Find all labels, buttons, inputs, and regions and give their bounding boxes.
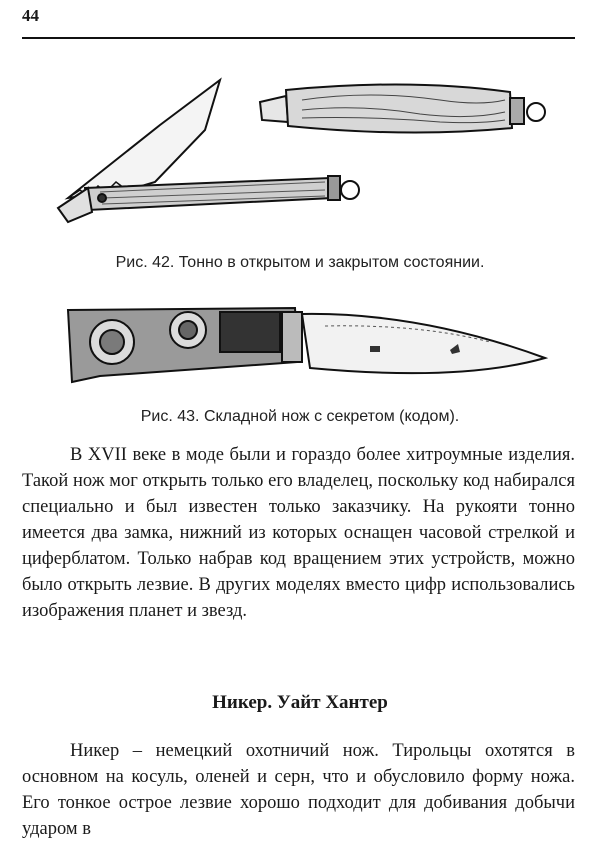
figure-42-illustration <box>40 70 570 245</box>
paragraph-code-knife: В XVII веке в моде были и гораздо более хитроумные изделия. Такой нож мог открыть только его владелец, поскольку код набирался специально и был известен только заказчику. На рукояти тонно имеется два замка, нижний из которых оснащен часовой стрелкой и циферблатом. Только набрав код вращением этих устройств, можно было открыть лезвие. В других моделях вместо цифр использовались изображения планет и звезд. <box>22 445 575 621</box>
figure-43-illustration <box>40 290 560 405</box>
page-number: 44 <box>22 6 39 25</box>
header-rule <box>22 37 575 39</box>
section-heading: Никер. Уайт Хантер <box>212 692 388 713</box>
paragraph-nicker: Никер – немецкий охотничий нож. Тирольцы охотятся в основном на косуль, оленей и серн, что и обусловило форму ножа. Его тонкое острое лезвие хорошо подходит для добивания добычи ударом в <box>22 741 575 839</box>
figure-42-caption: Рис. 42. Тонно в открытом и закрытом состоянии. <box>115 254 485 271</box>
figure-43-caption: Рис. 43. Складной нож с секретом (кодом). <box>140 408 460 425</box>
